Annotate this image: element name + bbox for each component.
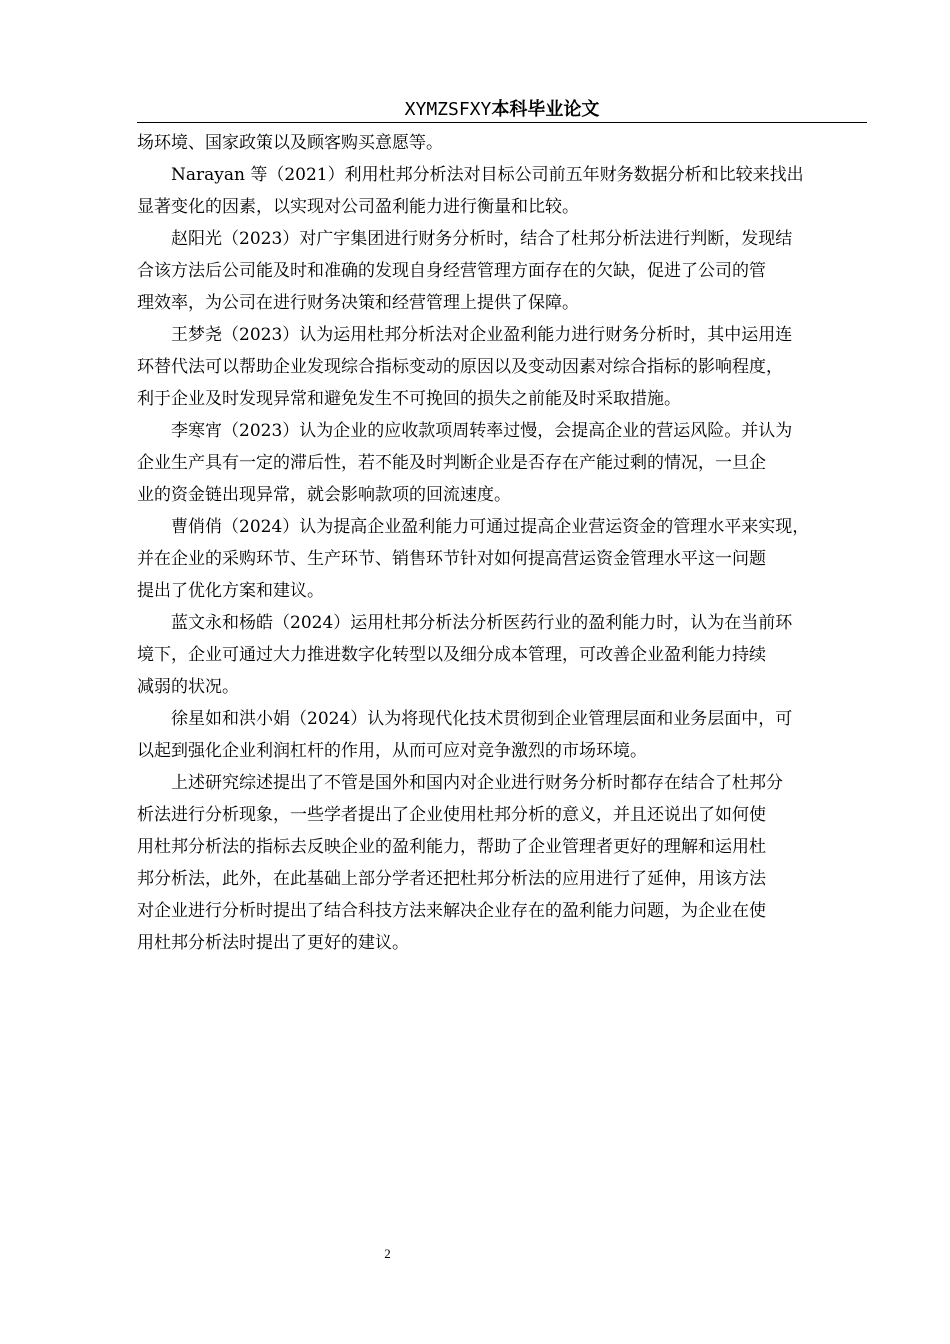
paragraph bbox=[137, 223, 869, 319]
header-rule bbox=[137, 122, 867, 123]
paragraph bbox=[137, 319, 869, 415]
body-text bbox=[137, 127, 869, 959]
paragraph-line: Narayan 等（2021）利用杜邦分析法对目标公司前五年财务数据分析和比较来找出 bbox=[171, 165, 804, 185]
paragraph-line: 王梦尧（2023）认为运用杜邦分析法对企业盈利能力进行财务分析时，其中运用连 bbox=[171, 325, 793, 345]
paragraph-line: 赵阳光（2023）对广宇集团进行财务分析时，结合了杜邦分析法进行判断，发现结 bbox=[171, 229, 793, 249]
paragraph-line: 业的资金链出现异常，就会影响款项的回流速度。 bbox=[137, 485, 511, 505]
paragraph-line: 理效率，为公司在进行财务决策和经营管理上提供了保障。 bbox=[137, 293, 579, 313]
paragraph bbox=[137, 415, 869, 511]
paragraph-line: 合该方法后公司能及时和准确的发现自身经营管理方面存在的欠缺，促进了公司的管 bbox=[137, 261, 766, 281]
paragraph-line: 用杜邦分析法时提出了更好的建议。 bbox=[137, 933, 409, 953]
paragraph-line: 提出了优化方案和建议。 bbox=[137, 581, 324, 601]
header-label: 本科毕业论文 bbox=[491, 99, 600, 120]
paragraph-line: 上述研究综述提出了不管是国外和国内对企业进行财务分析时都存在结合了杜邦分 bbox=[171, 773, 783, 793]
paragraph-line: 蓝文永和杨皓（2024）运用杜邦分析法分析医药行业的盈利能力时，认为在当前环 bbox=[171, 613, 793, 633]
paragraph-line: 企业生产具有一定的滞后性，若不能及时判断企业是否存在产能过剩的情况，一旦企 bbox=[137, 453, 766, 473]
paragraph bbox=[137, 607, 869, 703]
paragraph bbox=[137, 127, 869, 159]
paragraph-line: 场环境、国家政策以及顾客购买意愿等。 bbox=[137, 133, 443, 153]
running-header bbox=[137, 96, 867, 122]
paragraph-line: 用杜邦分析法的指标去反映企业的盈利能力，帮助了企业管理者更好的理解和运用杜 bbox=[137, 837, 766, 857]
paragraph bbox=[137, 511, 869, 607]
header-code: XYMZSFXY bbox=[404, 99, 492, 120]
paragraph-line: 析法进行分析现象，一些学者提出了企业使用杜邦分析的意义，并且还说出了如何使 bbox=[137, 805, 766, 825]
paragraph-line: 对企业进行分析时提出了结合科技方法来解决企业存在的盈利能力问题，为企业在使 bbox=[137, 901, 766, 921]
paragraph-line: 显著变化的因素，以实现对公司盈利能力进行衡量和比较。 bbox=[137, 197, 579, 217]
paragraph-line: 李寒宵（2023）认为企业的应收款项周转率过慢，会提高企业的营运风险。并认为 bbox=[171, 421, 793, 441]
paragraph bbox=[137, 767, 869, 959]
paragraph-line: 曹俏俏（2024）认为提高企业盈利能力可通过提高企业营运资金的管理水平来实现， bbox=[171, 517, 810, 537]
paragraph-line: 减弱的状况。 bbox=[137, 677, 239, 697]
paragraph bbox=[137, 703, 869, 767]
paragraph-line: 利于企业及时发现异常和避免发生不可挽回的损失之前能及时采取措施。 bbox=[137, 389, 681, 409]
paragraph-line: 以起到强化企业利润杠杆的作用，从而可应对竞争激烈的市场环境。 bbox=[137, 741, 647, 761]
paragraph-line: 徐星如和洪小娟（2024）认为将现代化技术贯彻到企业管理层面和业务层面中，可 bbox=[171, 709, 793, 729]
paragraph-line: 境下，企业可通过大力推进数字化转型以及细分成本管理，可改善企业盈利能力持续 bbox=[137, 645, 766, 665]
paragraph-line: 环替代法可以帮助企业发现综合指标变动的原因以及变动因素对综合指标的影响程度， bbox=[137, 357, 783, 377]
paragraph bbox=[137, 159, 869, 223]
paragraph-line: 邦分析法，此外，在此基础上部分学者还把杜邦分析法的应用进行了延伸，用该方法 bbox=[137, 869, 766, 889]
page-number: 2 bbox=[384, 1246, 391, 1261]
paragraph-line: 并在企业的采购环节、生产环节、销售环节针对如何提高营运资金管理水平这一问题 bbox=[137, 549, 766, 569]
